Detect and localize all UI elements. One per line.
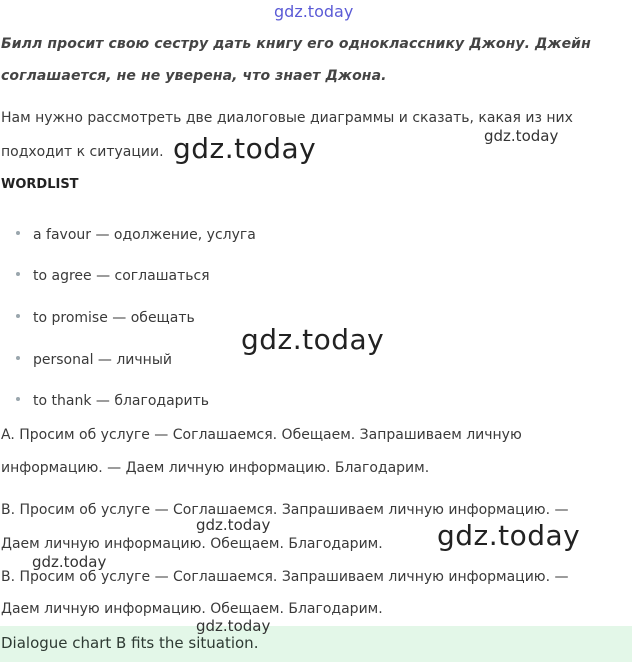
task-line-1: Нам нужно рассмотреть две диалоговые диаграммы и сказать, какая из них (1, 110, 573, 126)
answer-text: Dialogue chart B fits the situation. (1, 634, 259, 652)
watermark-small-4: gdz.today (196, 617, 271, 635)
wordlist-item (16, 268, 210, 284)
wordlist-item-text: to promise — обещать (33, 310, 195, 326)
intro-line-2: соглашается, не не уверена, что знает Джона. (1, 68, 387, 84)
wordlist-item-text: a favour — одолжение, услуга (33, 227, 256, 243)
wordlist-item-text: personal — личный (33, 352, 172, 368)
option-b2-line-1: B. Просим об услуге — Соглашаемся. Запрашиваем личную информацию. — (1, 569, 569, 585)
option-a-line-1: A. Просим об услуге — Соглашаемся. Обещаем. Запрашиваем личную (1, 427, 522, 443)
option-b-line-2: Даем личную информацию. Обещаем. Благодарим. (1, 536, 383, 552)
wordlist-item (16, 227, 256, 243)
wordlist-item (16, 310, 195, 326)
option-a-line-2: информацию. — Даем личную информацию. Благодарим. (1, 460, 430, 476)
option-b-line-1: B. Просим об услуге — Соглашаемся. Запрашиваем личную информацию. — (1, 502, 569, 518)
watermark-right-small: gdz.today (484, 127, 559, 145)
wordlist-item-text: to thank — благодарить (33, 393, 210, 409)
watermark-large-2: gdz.today (241, 323, 385, 356)
watermark-large-3: gdz.today (437, 519, 581, 552)
bullet-icon (16, 356, 20, 360)
bullet-icon (16, 272, 20, 276)
wordlist-item (16, 393, 209, 409)
watermark-large-1: gdz.today (173, 132, 317, 165)
wordlist-heading: WORDLIST (1, 177, 79, 192)
watermark-top: gdz.today (274, 2, 354, 21)
intro-line-1: Билл просит свою сестру дать книгу его однокласснику Джону. Джейн (1, 36, 591, 52)
task-line-2: подходит к ситуации. (1, 144, 164, 160)
answer-box (0, 626, 632, 662)
option-b2-line-2: Даем личную информацию. Обещаем. Благодарим. (1, 601, 383, 617)
wordlist-item-text: to agree — соглашаться (33, 268, 210, 284)
watermark-small-2: gdz.today (196, 516, 271, 534)
bullet-icon (16, 397, 20, 401)
wordlist-item (16, 352, 172, 368)
bullet-icon (16, 314, 20, 318)
bullet-icon (16, 231, 20, 235)
watermark-small-3: gdz.today (32, 553, 107, 571)
